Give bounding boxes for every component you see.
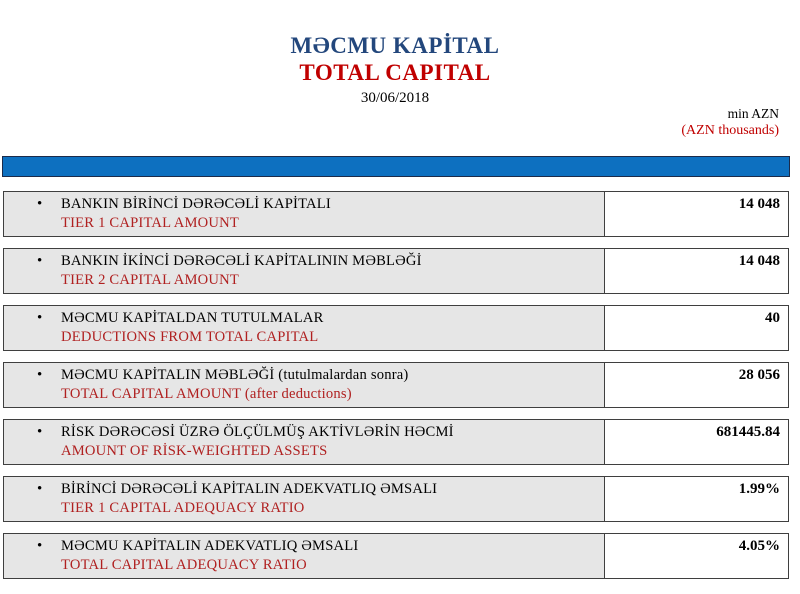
row-label-cell [4, 477, 605, 521]
capital-table [3, 191, 789, 590]
row-value: 40 [765, 310, 780, 326]
table-row [3, 305, 789, 351]
row-label-cell [4, 363, 605, 407]
row-label-az: MƏCMU KAPİTALIN ADEKVATLIQ ƏMSALI [61, 538, 359, 554]
page-title-az: MƏCMU KAPİTAL [290, 33, 500, 58]
row-value-cell [605, 249, 788, 293]
row-value-cell [605, 477, 788, 521]
row-label-az: RİSK DƏRƏCƏSİ ÜZRƏ ÖLÇÜLMÜŞ AKTİVLƏRİN HƏCMİ [61, 424, 454, 440]
table-row [3, 248, 789, 294]
row-label-en: TIER 2 CAPITAL AMOUNT [61, 272, 240, 288]
row-label-en: TOTAL CAPITAL ADEQUACY RATIO [61, 557, 307, 573]
row-label-az: BANKIN BİRİNCİ DƏRƏCƏLİ KAPİTALI [61, 196, 331, 212]
row-value: 14 048 [738, 196, 780, 212]
bullet-icon: • [37, 310, 43, 326]
row-label-en: DEDUCTIONS FROM TOTAL CAPITAL [61, 329, 319, 345]
row-label-en: TIER 1 CAPITAL ADEQUACY RATIO [61, 500, 305, 516]
table-row [3, 533, 789, 579]
row-label-en: AMOUNT OF RİSK-WEIGHTED ASSETS [61, 443, 328, 459]
table-row [3, 191, 789, 237]
row-label-cell [4, 192, 605, 236]
row-value-cell [605, 192, 788, 236]
row-label-az: BANKIN İKİNCİ DƏRƏCƏLİ KAPİTALININ MƏBLƏĞİ [61, 253, 422, 269]
row-value: 1.99% [738, 481, 780, 497]
row-label-cell [4, 306, 605, 350]
row-label-az: MƏCMU KAPİTALIN MƏBLƏĞİ (tutulmalardan sonra) [61, 367, 409, 383]
bullet-icon: • [37, 538, 43, 554]
row-value-cell [605, 420, 788, 464]
table-row [3, 362, 789, 408]
row-label-en: TIER 1 CAPITAL AMOUNT [61, 215, 240, 231]
table-row [3, 419, 789, 465]
section-header-bar [2, 156, 790, 177]
row-label-cell [4, 249, 605, 293]
row-value-cell [605, 306, 788, 350]
row-value: 28 056 [738, 367, 780, 383]
unit-labels [681, 105, 779, 140]
report-header [0, 32, 790, 108]
bullet-icon: • [37, 481, 43, 497]
bullet-icon: • [37, 253, 43, 269]
unit-label-en: (AZN thousands) [681, 123, 779, 138]
bullet-icon: • [37, 424, 43, 440]
table-row [3, 476, 789, 522]
report-date: 30/06/2018 [360, 90, 430, 106]
bullet-icon: • [37, 196, 43, 212]
row-value: 681445.84 [716, 424, 780, 440]
row-value: 14 048 [738, 253, 780, 269]
unit-label-az: min AZN [727, 106, 779, 121]
row-label-cell [4, 420, 605, 464]
bullet-icon: • [37, 367, 43, 383]
page-title-en: TOTAL CAPITAL [299, 60, 491, 85]
row-label-cell [4, 534, 605, 578]
row-label-en: TOTAL CAPITAL AMOUNT (after deductions) [61, 386, 352, 402]
row-label-az: MƏCMU KAPİTALDAN TUTULMALAR [61, 310, 324, 326]
row-value: 4.05% [738, 538, 780, 554]
row-label-az: BİRİNCİ DƏRƏCƏLİ KAPİTALIN ADEKVATLIQ ƏMSALI [61, 481, 438, 497]
row-value-cell [605, 363, 788, 407]
row-value-cell [605, 534, 788, 578]
